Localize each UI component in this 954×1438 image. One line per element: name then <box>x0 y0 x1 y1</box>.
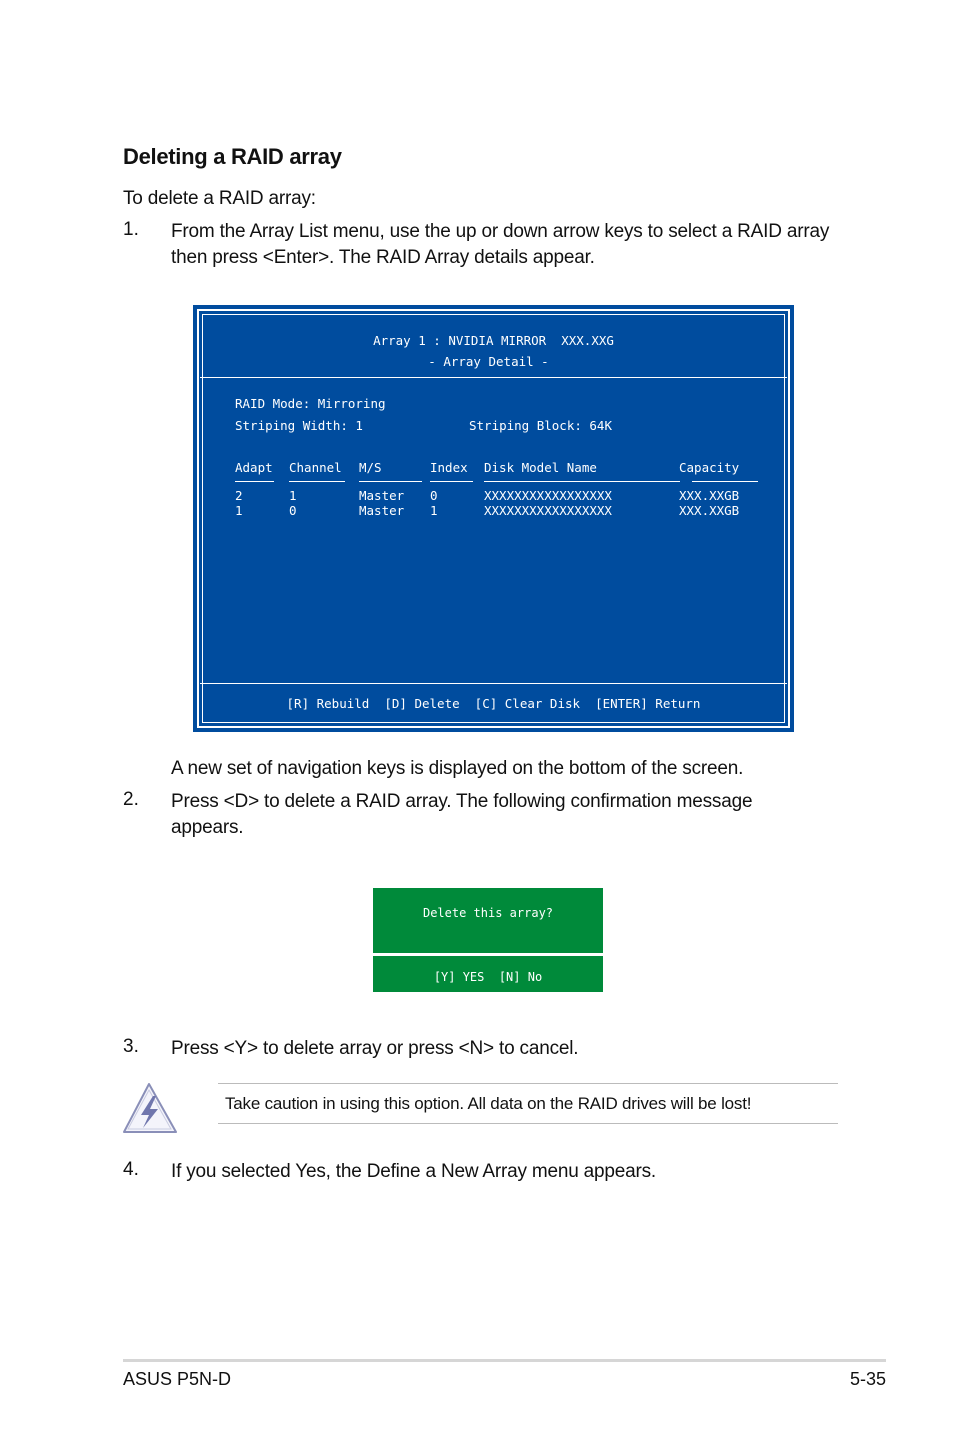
striping-width: Striping Width: 1 <box>235 418 363 433</box>
bios-nav-keys-text: [R] Rebuild [D] Delete [C] Clear Disk [ENTER] Return <box>286 696 701 711</box>
caution-top-rule <box>218 1083 838 1084</box>
array-detail-heading <box>193 354 794 369</box>
row1-disk-model: XXXXXXXXXXXXXXXXX <box>484 488 612 503</box>
intro-text: To delete a RAID array: <box>123 188 316 209</box>
step-4-text: If you selected Yes, the Define a New Array menu appears. <box>171 1161 657 1182</box>
row2-channel: 0 <box>289 503 297 518</box>
footer-divider <box>200 683 787 684</box>
underline-capacity <box>692 481 758 482</box>
footer-product: ASUS P5N-D <box>123 1369 232 1389</box>
row1-adapt: 2 <box>235 488 243 503</box>
underline-channel <box>289 481 345 482</box>
row2-ms: Master <box>359 503 405 518</box>
dialog-separator <box>373 953 603 956</box>
step-3-text: Press <Y> to delete array or press <N> to cancel. <box>171 1038 579 1059</box>
step-4-number: 4. <box>123 1159 139 1180</box>
row1-ms: Master <box>359 488 405 503</box>
raid-mode: RAID Mode: Mirroring <box>235 396 386 411</box>
delete-confirm-dialog <box>373 888 603 992</box>
dialog-question: Delete this array? <box>422 906 554 920</box>
row2-adapt: 1 <box>235 503 243 518</box>
row2-index: 1 <box>430 503 438 518</box>
col-adapt: Adapt <box>235 460 273 475</box>
footer-page-number: 5-35 <box>849 1369 886 1389</box>
row1-index: 0 <box>430 488 438 503</box>
step-3-number: 3. <box>123 1036 139 1057</box>
row2-capacity: XXX.XXGB <box>679 503 740 518</box>
underline-disk-model <box>484 481 680 482</box>
striping-block: Striping Block: 64K <box>469 418 612 433</box>
dialog-options: [Y] YES [N] No <box>433 970 543 984</box>
bios-nav-keys <box>193 696 794 711</box>
bios-frame <box>197 309 790 728</box>
caution-text: Take caution in using this option. All data on the RAID drives will be lost! <box>225 1094 752 1113</box>
section-title: Deleting a RAID array <box>123 144 342 169</box>
array-title <box>193 333 794 348</box>
caution-bottom-rule <box>218 1123 838 1124</box>
bios-array-detail-screen <box>193 305 794 732</box>
col-capacity: Capacity <box>679 460 740 475</box>
bios-frame-inner <box>202 314 785 723</box>
step-2-number: 2. <box>123 789 139 810</box>
step-2-text: Press <D> to delete a RAID array. The following confirmation message appears. <box>171 791 753 838</box>
array-detail-heading-text: - Array Detail - <box>428 354 549 369</box>
col-disk-model: Disk Model Name <box>484 460 597 475</box>
row1-capacity: XXX.XXGB <box>679 488 740 503</box>
row2-disk-model: XXXXXXXXXXXXXXXXX <box>484 503 612 518</box>
col-ms: M/S <box>359 460 382 475</box>
warning-lightning-icon <box>122 1082 178 1136</box>
footer-rule <box>123 1359 886 1362</box>
underline-index <box>430 481 473 482</box>
row1-channel: 1 <box>289 488 297 503</box>
array-title-text: Array 1 : NVIDIA MIRROR XXX.XXG <box>373 333 614 348</box>
col-index: Index <box>430 460 468 475</box>
nav-keys-note: A new set of navigation keys is displayed on the bottom of the screen. <box>171 758 744 779</box>
step-1-text: From the Array List menu, use the up or down arrow keys to select a RAID array then press <Enter>. The RAID Array details appear. <box>171 221 830 268</box>
col-channel: Channel <box>289 460 342 475</box>
header-divider <box>200 377 787 378</box>
underline-ms <box>359 481 422 482</box>
underline-adapt <box>235 481 274 482</box>
step-1-number: 1. <box>123 219 139 240</box>
